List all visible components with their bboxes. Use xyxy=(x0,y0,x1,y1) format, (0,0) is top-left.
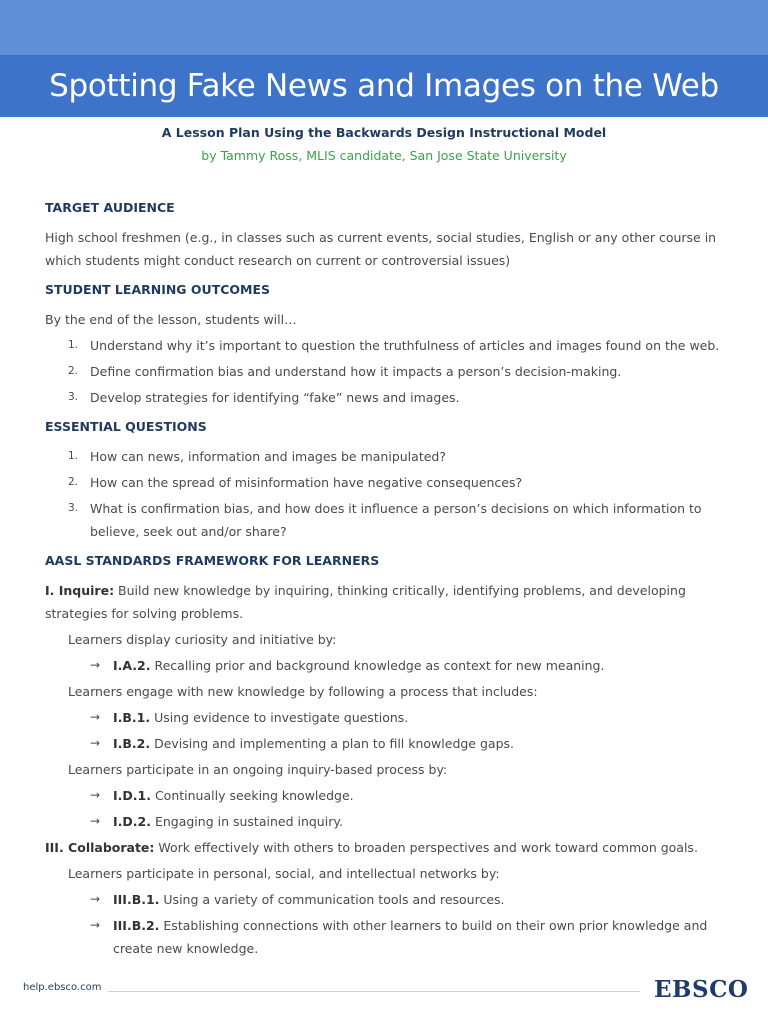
footer-divider xyxy=(108,991,640,992)
page-subtitle: A Lesson Plan Using the Backwards Design Instructional Model xyxy=(161,125,607,140)
standard-item: → I.D.2. Engaging in sustained inquiry. xyxy=(45,810,725,833)
arrow-icon: → xyxy=(90,736,101,750)
footer-url[interactable]: help.ebsco.com xyxy=(23,982,102,993)
list-item: 1. How can news, information and images be manipulated? xyxy=(68,449,446,464)
header-band xyxy=(0,0,768,55)
standard-item: → I.B.2. Devising and implementing a plan to fill knowledge gaps. xyxy=(45,732,725,755)
standard-item: → III.B.2. Establishing connections with other learners to build on their own prior knowledge and create new knowledge. xyxy=(45,914,725,960)
arrow-icon: → xyxy=(90,814,101,828)
collaborate-statement: III. Collaborate: Work effectively with others to broaden perspectives and work toward common goals. xyxy=(45,840,698,855)
page-title: Spotting Fake News and Images on the Web xyxy=(49,68,719,104)
standard-item: → I.D.1. Continually seeking knowledge. xyxy=(45,784,725,807)
arrow-icon: → xyxy=(90,788,101,802)
inquire-group-2: Learners engage with new knowledge by following a process that includes: xyxy=(68,684,538,699)
arrow-icon: → xyxy=(90,892,101,906)
list-item: 3. Develop strategies for identifying “fake” news and images. xyxy=(68,390,460,405)
standard-item: → I.B.1. Using evidence to investigate questions. xyxy=(45,706,725,729)
list-item: 2. Define confirmation bias and understand how it impacts a person’s decision-making. xyxy=(68,364,622,379)
inquire-group-1: Learners display curiosity and initiative by: xyxy=(68,632,337,647)
section-heading-outcomes: STUDENT LEARNING OUTCOMES xyxy=(45,282,271,297)
title-banner xyxy=(0,55,768,117)
outcomes-intro: By the end of the lesson, students will… xyxy=(45,312,297,327)
questions-list xyxy=(45,445,725,543)
arrow-icon: → xyxy=(90,710,101,724)
section-heading-questions: ESSENTIAL QUESTIONS xyxy=(45,419,207,434)
ebsco-logo: EBSCO xyxy=(654,976,749,1003)
lesson-content xyxy=(45,200,725,963)
outcomes-list xyxy=(45,334,725,409)
collaborate-group-1: Learners participate in personal, social, and intellectual networks by: xyxy=(68,866,500,881)
list-item: 1. Understand why it’s important to question the truthfulness of articles and images found on the web. xyxy=(68,338,720,353)
arrow-icon: → xyxy=(90,658,101,672)
section-heading-target-audience: TARGET AUDIENCE xyxy=(45,200,175,215)
arrow-icon: → xyxy=(90,918,101,932)
target-audience-text: High school freshmen (e.g., in classes such as current events, social studies, English or any other course in which students might conduct research on current or controversial issues) xyxy=(45,230,717,268)
author-byline: by Tammy Ross, MLIS candidate, San Jose State University xyxy=(201,148,567,163)
list-item: 2. How can the spread of misinformation have negative consequences? xyxy=(68,475,523,490)
list-item: 3. What is confirmation bias, and how does it influence a person’s decisions on which information to believe, seek out and/or share? xyxy=(68,501,702,539)
inquire-group-3: Learners participate in an ongoing inquiry-based process by: xyxy=(68,762,448,777)
section-heading-aasl: AASL STANDARDS FRAMEWORK FOR LEARNERS xyxy=(45,553,380,568)
inquire-statement: I. Inquire: Build new knowledge by inquiring, thinking critically, identifying problems, and developing strategies for solving problems. xyxy=(45,583,686,621)
standard-item: → I.A.2. Recalling prior and background knowledge as context for new meaning. xyxy=(45,654,725,677)
standard-item: → III.B.1. Using a variety of communication tools and resources. xyxy=(45,888,725,911)
